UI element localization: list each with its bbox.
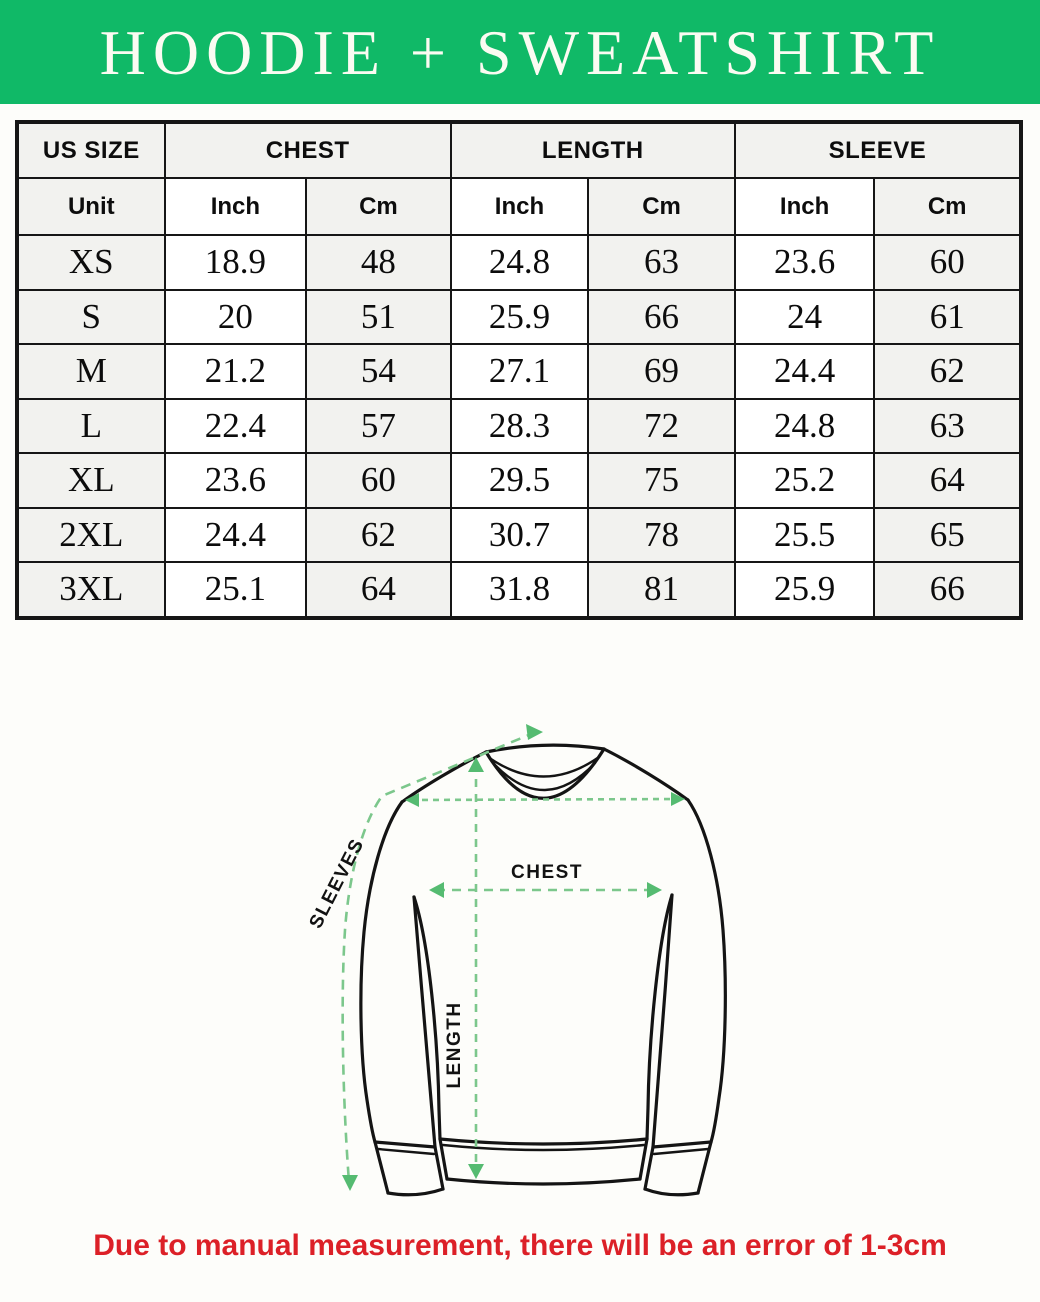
sleeve-inch-cell: 24.4 <box>735 344 875 399</box>
collar <box>486 745 604 798</box>
chest-inch-cell: 23.6 <box>165 453 307 508</box>
table-row <box>17 344 1021 399</box>
column-header-sleeve: SLEEVE <box>735 122 1021 178</box>
length-cm-cell: 81 <box>588 562 735 618</box>
length-inch-cell: 31.8 <box>451 562 589 618</box>
sleeve-inch-header: Inch <box>735 178 875 235</box>
length-cm-header: Cm <box>588 178 735 235</box>
right-shoulder-seam <box>604 749 688 800</box>
size-table <box>15 120 1023 620</box>
chest-cm-cell: 64 <box>306 562 451 618</box>
shoulder-measure-line <box>405 792 685 807</box>
column-header-length: LENGTH <box>451 122 735 178</box>
size-label-cell: 3XL <box>17 562 165 618</box>
chest-inch-cell: 24.4 <box>165 508 307 563</box>
table-unit-row <box>17 178 1021 235</box>
sweatshirt-measurement-diagram <box>290 690 790 1230</box>
title-banner <box>0 0 1040 104</box>
length-inch-header: Inch <box>451 178 589 235</box>
size-label-cell: L <box>17 399 165 454</box>
length-inch-cell: 29.5 <box>451 453 589 508</box>
sleeve-cm-cell: 60 <box>874 235 1021 290</box>
sleeve-arrow-bottom <box>342 1175 358 1191</box>
sleeve-cm-cell: 63 <box>874 399 1021 454</box>
sleeves-label: SLEEVES <box>305 835 369 932</box>
chest-measure-line <box>429 862 662 898</box>
unit-header: Unit <box>17 178 165 235</box>
length-cm-cell: 78 <box>588 508 735 563</box>
sleeve-inch-cell: 24 <box>735 290 875 345</box>
chest-arrow-right <box>647 882 662 898</box>
chest-inch-cell: 20 <box>165 290 307 345</box>
table-row <box>17 290 1021 345</box>
length-cm-cell: 69 <box>588 344 735 399</box>
left-cuff <box>375 1142 443 1195</box>
disclaimer-text: Due to manual measurement, there will be an error of 1-3cm <box>93 1229 947 1262</box>
sweatshirt-outline <box>361 745 725 1195</box>
length-label: LENGTH <box>444 1001 465 1089</box>
chest-inch-cell: 22.4 <box>165 399 307 454</box>
chest-cm-cell: 60 <box>306 453 451 508</box>
sleeve-cm-cell: 66 <box>874 562 1021 618</box>
chest-cm-cell: 54 <box>306 344 451 399</box>
sleeve-measure-line <box>342 724 543 1191</box>
sleeve-cm-header: Cm <box>874 178 1021 235</box>
size-label-cell: S <box>17 290 165 345</box>
length-cm-cell: 75 <box>588 453 735 508</box>
table-row <box>17 235 1021 290</box>
sleeve-inch-cell: 25.2 <box>735 453 875 508</box>
size-label-cell: XS <box>17 235 165 290</box>
chest-inch-cell: 18.9 <box>165 235 307 290</box>
right-sleeve-outer <box>688 800 725 1142</box>
sleeve-inch-cell: 25.5 <box>735 508 875 563</box>
length-inch-cell: 30.7 <box>451 508 589 563</box>
table-row <box>17 508 1021 563</box>
length-cm-cell: 72 <box>588 399 735 454</box>
sleeve-inch-cell: 23.6 <box>735 235 875 290</box>
sleeve-inch-cell: 24.8 <box>735 399 875 454</box>
length-inch-cell: 25.9 <box>451 290 589 345</box>
sleeve-inch-cell: 25.9 <box>735 562 875 618</box>
size-label-cell: M <box>17 344 165 399</box>
chest-inch-header: Inch <box>165 178 307 235</box>
chest-label: CHEST <box>511 862 583 883</box>
length-inch-cell: 24.8 <box>451 235 589 290</box>
length-cm-cell: 66 <box>588 290 735 345</box>
length-measure-line <box>444 757 484 1179</box>
table-row <box>17 562 1021 618</box>
chest-cm-cell: 62 <box>306 508 451 563</box>
sleeve-arrow-top <box>526 724 543 740</box>
left-shoulder-seam <box>402 752 486 802</box>
chest-cm-header: Cm <box>306 178 451 235</box>
table-row <box>17 453 1021 508</box>
sleeve-cm-cell: 64 <box>874 453 1021 508</box>
length-cm-cell: 63 <box>588 235 735 290</box>
sleeve-cm-cell: 65 <box>874 508 1021 563</box>
length-inch-cell: 27.1 <box>451 344 589 399</box>
chest-cm-cell: 57 <box>306 399 451 454</box>
length-inch-cell: 28.3 <box>451 399 589 454</box>
size-table-body <box>17 235 1021 618</box>
chest-arrow-left <box>429 882 444 898</box>
table-group-header-row <box>17 122 1021 178</box>
column-header-us-size: US SIZE <box>17 122 165 178</box>
page-title: HOODIE + SWEATSHIRT <box>99 17 941 88</box>
size-label-cell: 2XL <box>17 508 165 563</box>
size-label-cell: XL <box>17 453 165 508</box>
chest-inch-cell: 25.1 <box>165 562 307 618</box>
length-arrow-bottom <box>468 1164 484 1179</box>
right-cuff <box>645 1142 711 1195</box>
waistband <box>440 1139 647 1184</box>
left-sleeve-outer <box>361 802 402 1142</box>
column-header-chest: CHEST <box>165 122 451 178</box>
sleeve-cm-cell: 62 <box>874 344 1021 399</box>
chest-cm-cell: 51 <box>306 290 451 345</box>
sleeve-cm-cell: 61 <box>874 290 1021 345</box>
table-row <box>17 399 1021 454</box>
chest-cm-cell: 48 <box>306 235 451 290</box>
chest-inch-cell: 21.2 <box>165 344 307 399</box>
